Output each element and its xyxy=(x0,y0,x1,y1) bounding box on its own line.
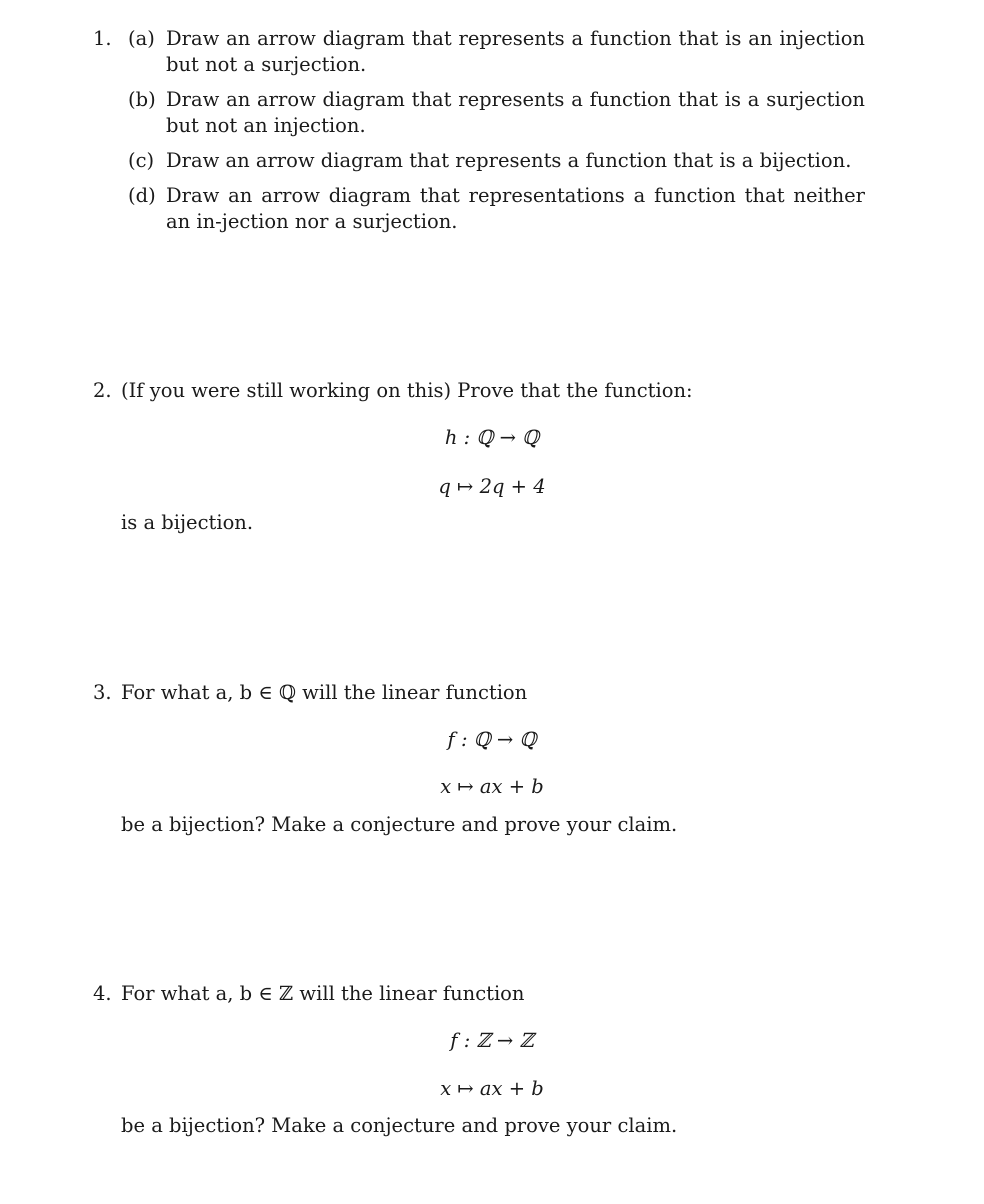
problem-4-equation-1: f : ℤ → ℤ xyxy=(450,1029,534,1052)
problem-4-number: 4. xyxy=(93,982,112,1005)
problem-1a-label: (a) xyxy=(128,27,155,50)
problem-2-number: 2. xyxy=(93,379,112,402)
problem-2-equation-2: q ↦ 2q + 4 xyxy=(438,475,546,498)
problem-3-equation-2: x ↦ ax + b xyxy=(440,775,544,798)
problem-1-number: 1. xyxy=(93,27,112,50)
problem-3-number: 3. xyxy=(93,681,112,704)
problem-3-intro: For what a, b ∈ ℚ will the linear function xyxy=(121,681,528,704)
problem-1c-text: Draw an arrow diagram that represents a function that is a bijection. xyxy=(166,149,852,172)
problem-2-intro: (If you were still working on this) Prove that the function: xyxy=(121,379,693,402)
problem-1d-label: (d) xyxy=(128,184,156,207)
problem-2-conclusion: is a bijection. xyxy=(121,511,254,534)
problem-2-equation-1: h : ℚ → ℚ xyxy=(444,426,540,449)
problem-3-conclusion: be a bijection? Make a conjecture and prove your claim. xyxy=(121,813,678,836)
problem-4-conclusion: be a bijection? Make a conjecture and prove your claim. xyxy=(121,1114,678,1137)
problem-1a-text: Draw an arrow diagram that represents a function that is an injection but not a surjection. xyxy=(166,27,865,76)
problem-4-intro: For what a, b ∈ ℤ will the linear function xyxy=(121,982,525,1005)
problem-1c-label: (c) xyxy=(128,149,155,172)
problem-4-equation-2: x ↦ ax + b xyxy=(440,1077,544,1100)
problem-1b-text: Draw an arrow diagram that represents a function that is a surjection but not an injection. xyxy=(166,88,865,137)
problem-1b-label: (b) xyxy=(128,88,156,111)
problem-3-equation-1: f : ℚ → ℚ xyxy=(447,728,537,751)
problem-1d-text: Draw an arrow diagram that representations a function that neither an in-jection nor a surjection. xyxy=(166,184,865,233)
